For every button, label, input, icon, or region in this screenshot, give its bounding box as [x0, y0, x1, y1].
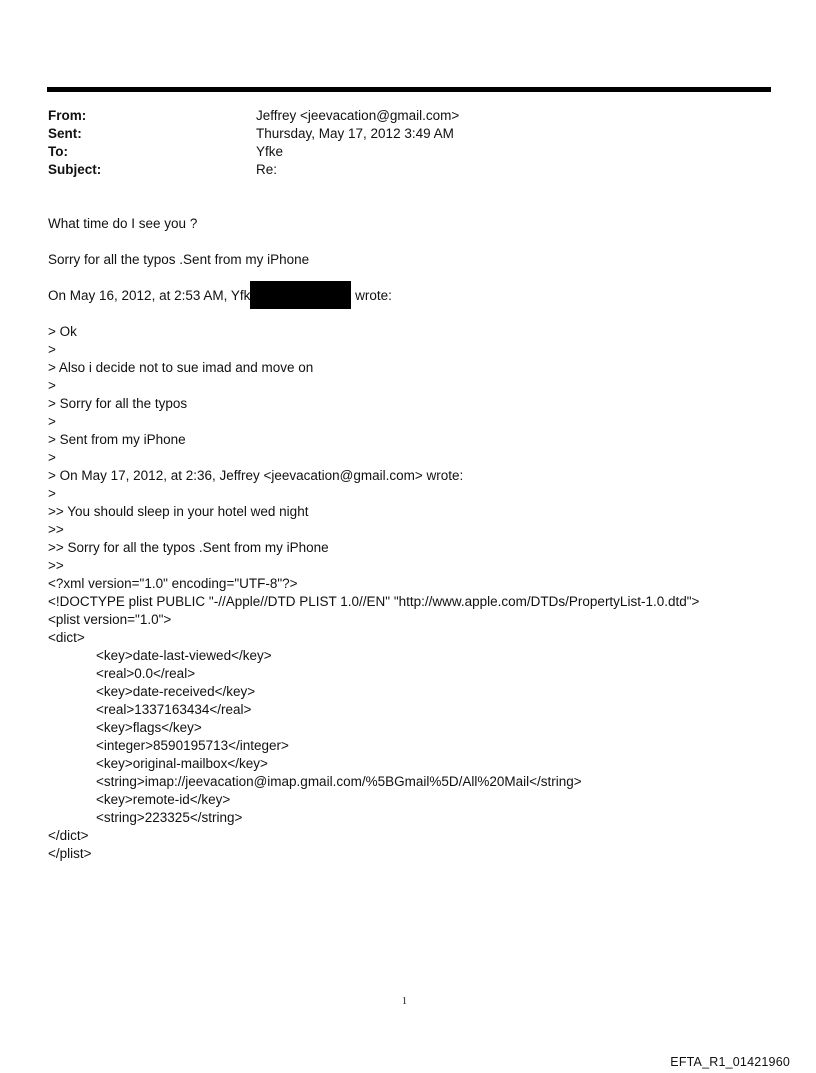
page-number: 1	[402, 996, 407, 1007]
plist-line: <key>date-received</key>	[96, 684, 256, 699]
plist-line: <dict>	[48, 630, 85, 645]
quoted-line: >>	[48, 558, 64, 573]
quoted-line: > On May 17, 2012, at 2:36, Jeffrey <jeevacation@gmail.com> wrote:	[48, 468, 464, 483]
plist-line: </plist>	[48, 846, 92, 861]
quoted-line: >>	[48, 522, 64, 537]
plist-line: <?xml version="1.0" encoding="UTF-8"?>	[48, 576, 298, 591]
quoted-line: > Also i decide not to sue imad and move on	[48, 360, 314, 375]
from-row	[48, 107, 748, 125]
plist-line: <key>remote-id</key>	[96, 792, 231, 807]
plist-line: <plist version="1.0">	[48, 612, 172, 627]
quoted-line: > Sent from my iPhone	[48, 432, 186, 447]
plist-line: <string>223325</string>	[96, 810, 243, 825]
subject-value: Re:	[256, 162, 278, 177]
plist-line: </dict>	[48, 828, 89, 843]
plist-block	[48, 575, 768, 863]
quoted-line: >	[48, 414, 56, 429]
subject-label: Subject:	[48, 162, 102, 177]
redaction-block	[250, 281, 351, 309]
email-body	[48, 215, 768, 863]
quoted-line: > Sorry for all the typos	[48, 396, 188, 411]
plist-line: <key>original-mailbox</key>	[96, 756, 268, 771]
sent-value: Thursday, May 17, 2012 3:49 AM	[256, 126, 454, 141]
quoted-text	[48, 323, 768, 575]
plist-line: <integer>8590195713</integer>	[96, 738, 289, 753]
attribution-line	[48, 287, 768, 305]
from-label: From:	[48, 108, 87, 123]
plist-line: <key>flags</key>	[96, 720, 202, 735]
quoted-line: >	[48, 450, 56, 465]
email-header	[48, 107, 748, 179]
quoted-line: >	[48, 486, 56, 501]
from-value: Jeffrey <jeevacation@gmail.com>	[256, 108, 460, 123]
attribution-suffix: wrote:	[351, 288, 392, 303]
quoted-line: >> You should sleep in your hotel wed night	[48, 504, 309, 519]
top-rule	[47, 87, 771, 92]
quoted-line: > Ok	[48, 324, 77, 339]
plist-line: <string>imap://jeevacation@imap.gmail.com/%5BGmail%5D/All%20Mail</string>	[96, 774, 582, 789]
to-value: Yfke	[256, 144, 284, 159]
to-row	[48, 143, 748, 161]
subject-row	[48, 161, 748, 179]
quoted-line: >	[48, 378, 56, 393]
body-line: What time do I see you ?	[48, 216, 198, 231]
attribution-prefix: On May 16, 2012, at 2:53 AM, Yfk	[48, 288, 251, 303]
to-label: To:	[48, 144, 68, 159]
quoted-line: >	[48, 342, 56, 357]
plist-line: <real>1337163434</real>	[96, 702, 252, 717]
sent-row	[48, 125, 748, 143]
body-line: Sorry for all the typos .Sent from my iPhone	[48, 252, 310, 267]
plist-line: <key>date-last-viewed</key>	[96, 648, 272, 663]
quoted-line: >> Sorry for all the typos .Sent from my iPhone	[48, 540, 329, 555]
sent-label: Sent:	[48, 126, 82, 141]
plist-line: <!DOCTYPE plist PUBLIC "-//Apple//DTD PLIST 1.0//EN" "http://www.apple.com/DTDs/PropertyList-1.0.dtd">	[48, 594, 700, 609]
bates-number: EFTA_R1_01421960	[670, 1055, 790, 1069]
plist-line: <real>0.0</real>	[96, 666, 196, 681]
